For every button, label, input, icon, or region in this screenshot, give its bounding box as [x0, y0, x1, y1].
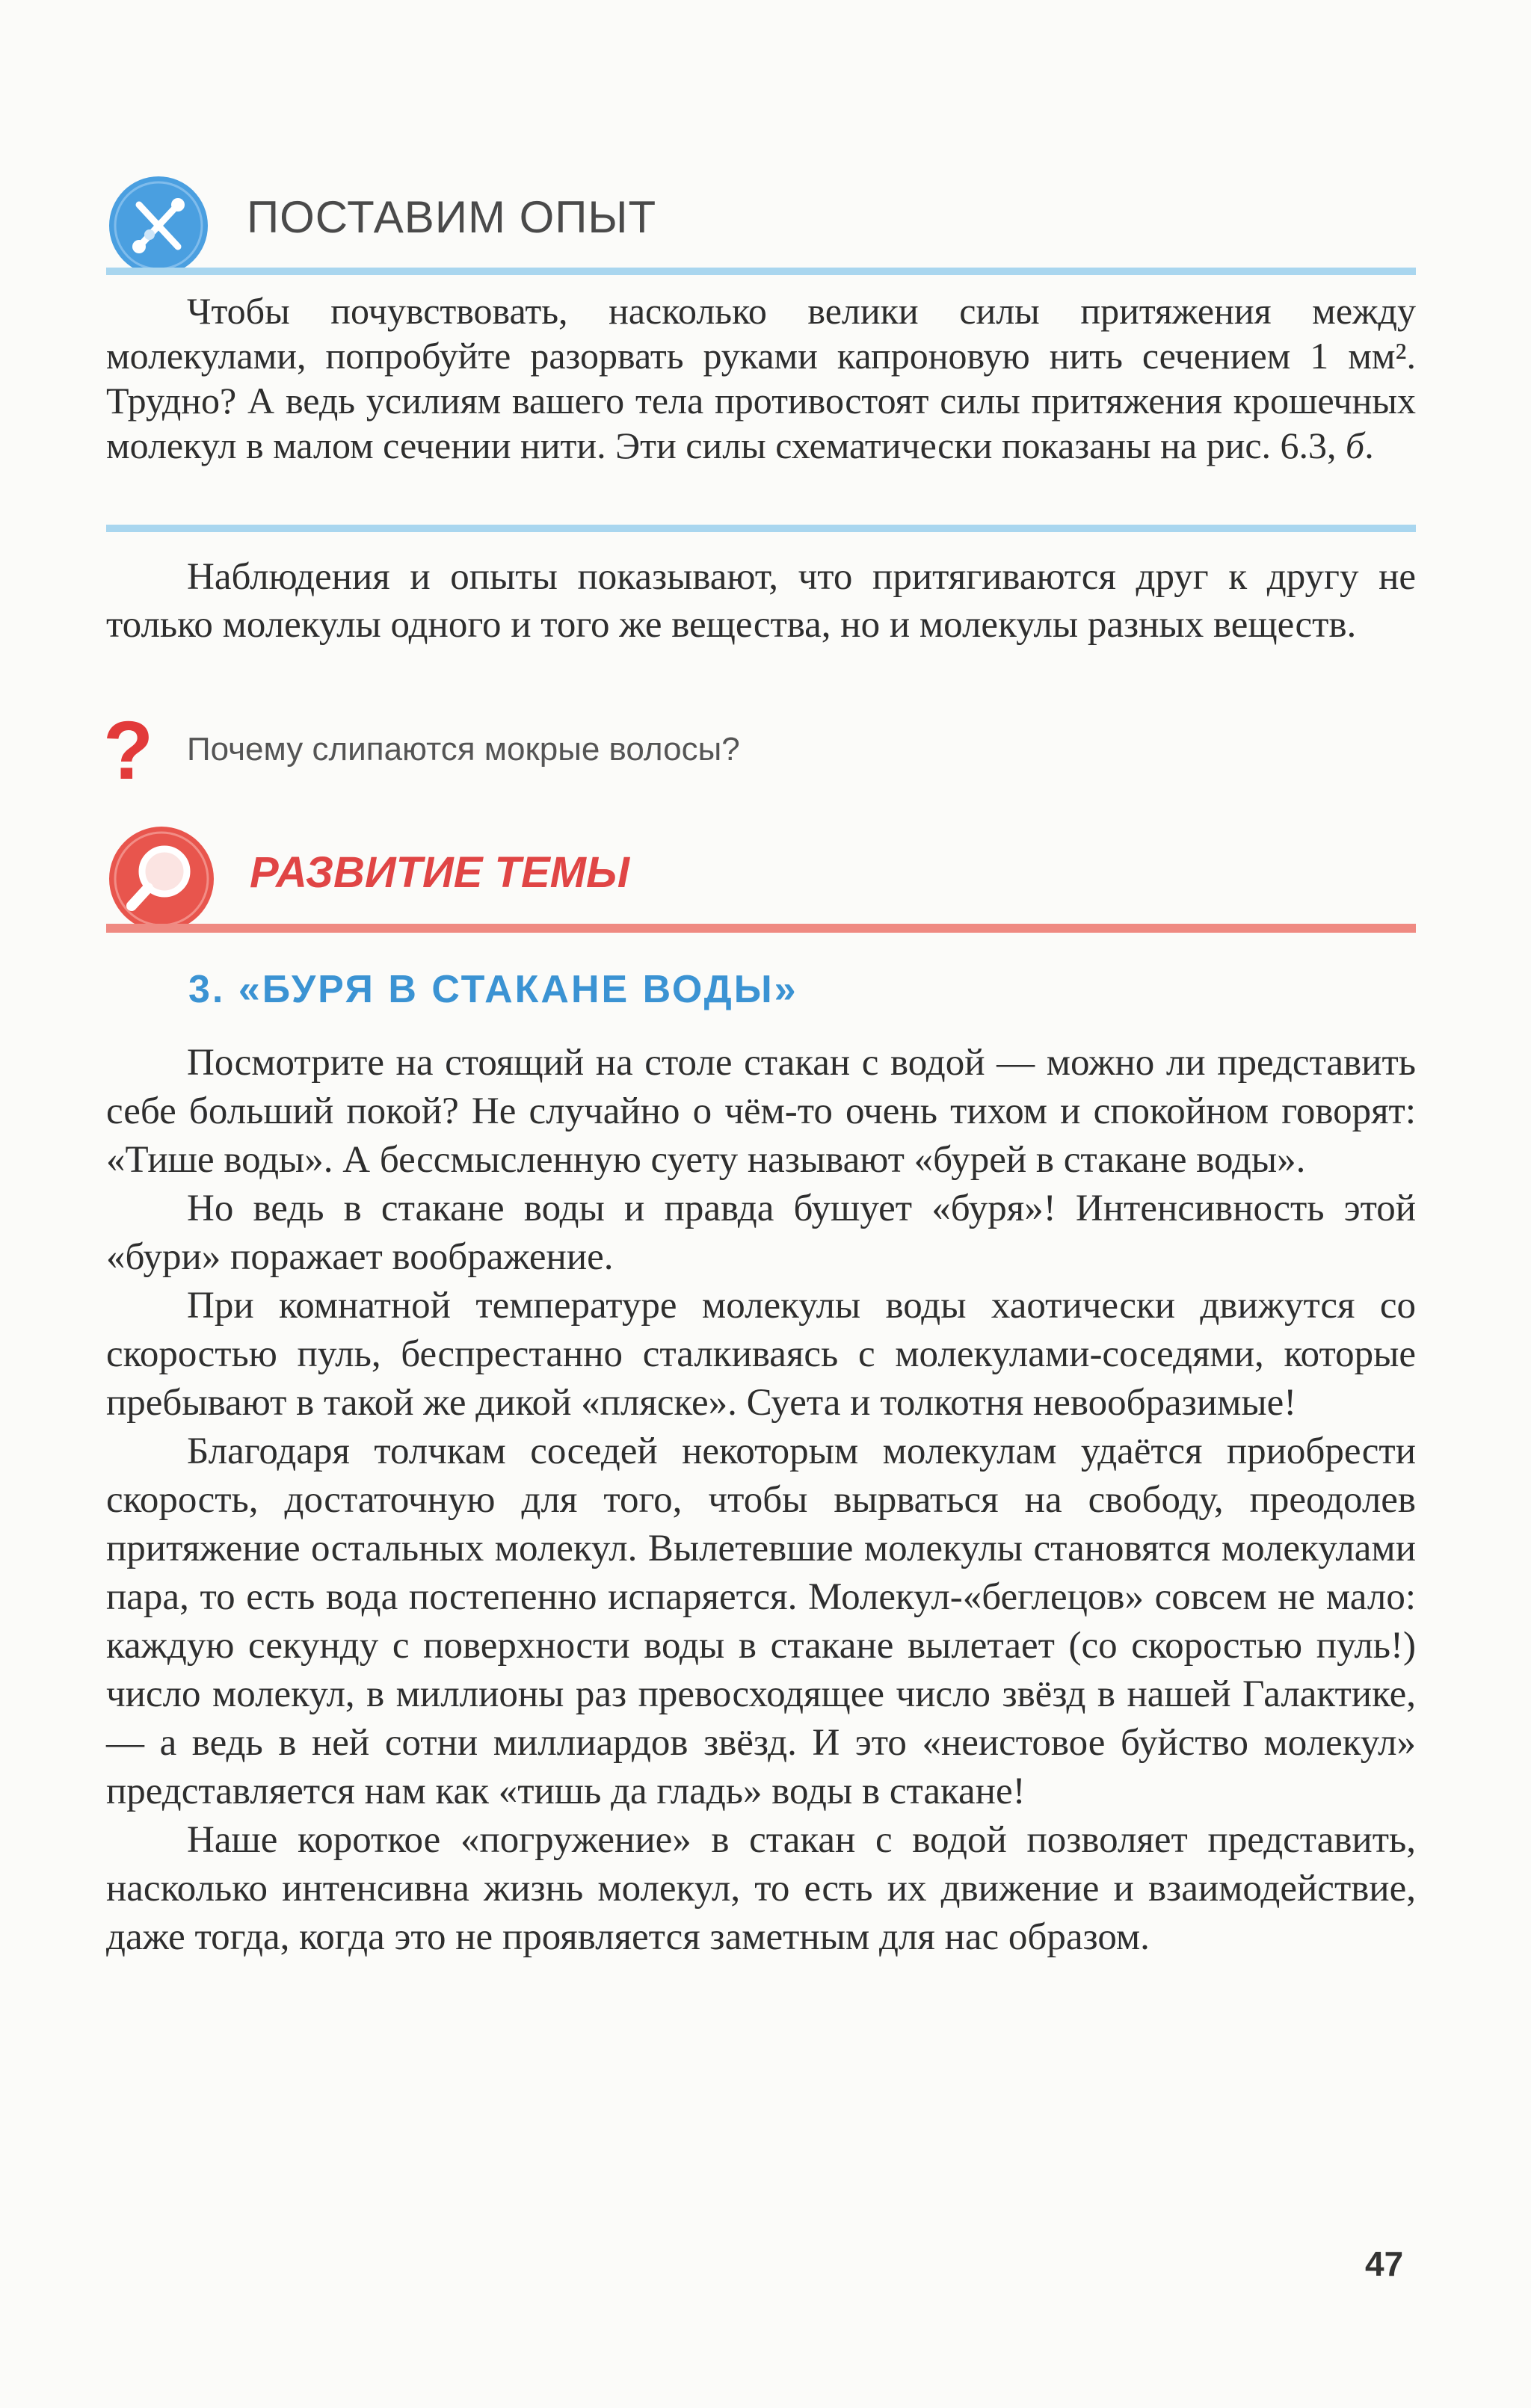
section-paragraph: Посмотрите на стоящий на столе стакан с водой — можно ли представить себе больший покой? Не случайно о чём-то очень тихом и спокойном говорят: «Тише воды». А бессмысленную суету называют «бурей в стакане воды». [106, 1042, 1416, 1181]
experiment-text [106, 288, 1416, 468]
experiment-text-main: Чтобы почувствовать, насколько велики силы притяжения между молекулами, попробуйте разорвать руками капроновую нить сечением 1 мм². Трудно? А ведь усилиям вашего тела противостоят силы притяжения крошечных молекул в малом сечении нити. Эти силы схематически показаны на рис. 6.3, [106, 290, 1416, 466]
experiment-icon [106, 173, 211, 278]
question-mark-icon: ? [103, 705, 154, 797]
topic-rule [106, 924, 1416, 933]
question-text: Почему слипаются мокрые волосы? [187, 731, 740, 768]
magnifier-icon [106, 824, 217, 934]
experiment-title: ПОСТАВИМ ОПЫТ [247, 192, 657, 242]
section-heading: 3. «БУРЯ В СТАКАНЕ ВОДЫ» [188, 968, 798, 1011]
experiment-text-italic: б [1346, 425, 1365, 466]
section-paragraph: Благодаря толчкам соседей некоторым молекулам удаётся приобрести скорость, достаточную для того, чтобы вырваться на свободу, преодолев притяжение остальных молекул. Вылетевшие молекулы становятся молекулами пара, то есть вода постепенно испаряется. Молекул-«беглецов» совсем не мало: каждую секунду с поверхности воды в стакане вылетает (со скоростью пуль!) число молекул, в миллионы раз превосходящее число звёзд в нашей Галактике, — а ведь в ней сотни миллиардов звёзд. И это «неистовое буйство молекул» представляется нам как «тишь да гладь» воды в стакане! [106, 1430, 1416, 1812]
experiment-top-rule [106, 268, 1416, 275]
section-body [106, 1039, 1416, 1962]
topic-title: РАЗВИТИЕ ТЕМЫ [250, 848, 629, 897]
section-paragraph: Но ведь в стакане воды и правда бушует «буря»! Интенсивность этой «бури» поражает воображение. [106, 1188, 1416, 1278]
experiment-bottom-rule [106, 525, 1416, 532]
page-number: 47 [1365, 2244, 1404, 2283]
section-paragraph: Наше короткое «погружение» в стакан с водой позволяет представить, насколько интенсивна жизнь молекул, то есть их движение и взаимодействие, даже тогда, когда это не проявляется заметным для нас образом. [106, 1819, 1416, 1958]
section-paragraph: При комнатной температуре молекулы воды хаотически движутся со скоростью пуль, беспрестанно сталкиваясь с молекулами-соседями, которые пребывают в такой же дикой «пляске». Суета и толкотня невообразимые! [106, 1285, 1416, 1424]
observation-text [106, 553, 1416, 649]
experiment-text-end: . [1364, 425, 1374, 466]
observation-paragraph: Наблюдения и опыты показывают, что притягиваются друг к другу не только молекулы одного и того же вещества, но и молекулы разных веществ. [106, 556, 1416, 646]
